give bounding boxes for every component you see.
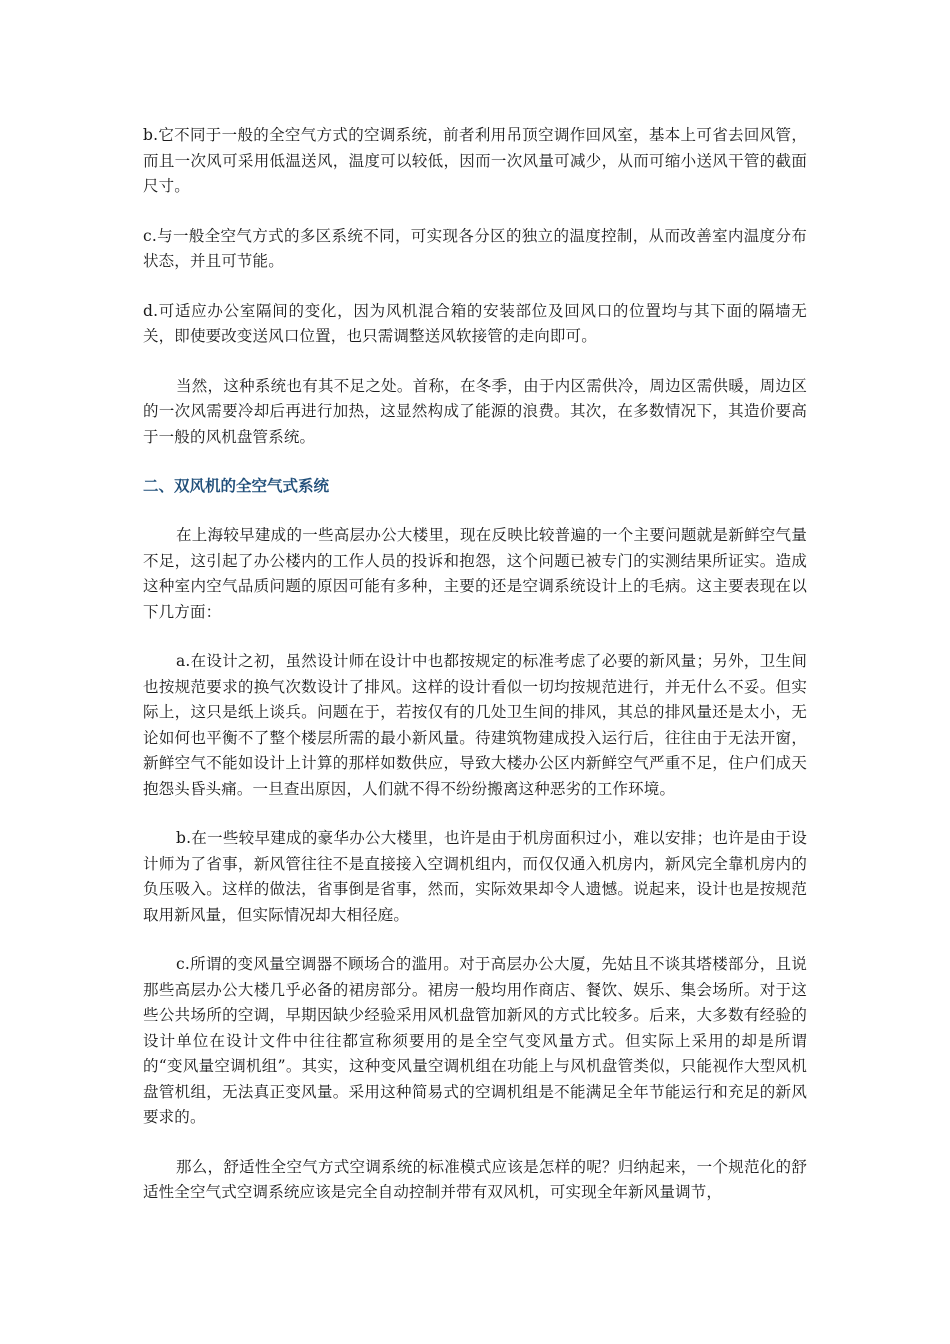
- paragraph-c-advantage: c.与一般全空气方式的多区系统不同，可实现各分区的独立的温度控制，从而改善室内温度分布状态，并且可节能。: [143, 226, 807, 270]
- document-page: [143, 123, 807, 1230]
- paragraph-b-problem: b.在一些较早建成的豪华办公大楼里，也许是由于机房面积过小，难以安排；也许是由于设计师为了省事，新风管往往不是直接接入空调机组内，而仅仅通入机房内，新风完全靠机房内的负压吸入。这样的做法，省事倒是省事，然而，实际效果却令人遗憾。说起来，设计也是按规范取用新风量，但实际情况却大相径庭。: [143, 829, 807, 924]
- paragraph-c-problem: c.所谓的变风量空调器不顾场合的滥用。对于高层办公大厦，先姑且不谈其塔楼部分，且说那些高层办公大楼几乎必备的裙房部分。裙房一般均用作商店、餐饮、娱乐、集会场所。对于这些公共场所的空调，早期因缺少经验采用风机盘管加新风的方式比较多。后来，大多数有经验的设计单位在设计文件中往往都宣称须要用的是全空气变风量方式。但实际上采用的却是所谓的“变风量空调机组”。其实，这种变风量空调机组在功能上与风机盘管类似，只能视作大型风机盘管机组，无法真正变风量。采用这种简易式的空调机组是不能满足全年节能运行和充足的新风要求的。: [143, 955, 807, 1126]
- paragraph-intro: 在上海较早建成的一些高层办公大楼里，现在反映比较普遍的一个主要问题就是新鲜空气量不足，这引起了办公楼内的工作人员的投诉和抱怨，这个问题已被专门的实测结果所证实。造成这种室内空气品质问题的原因可能有多种，主要的还是空调系统设计上的毛病。这主要表现在以下几方面：: [143, 526, 807, 621]
- paragraph-drawbacks: 当然，这种系统也有其不足之处。首称，在冬季，由于内区需供冷，周边区需供暖，周边区的一次风需要冷却后再进行加热，这显然构成了能源的浪费。其次，在多数情况下，其造价要高于一般的风机盘管系统。: [143, 376, 807, 446]
- paragraph-b-advantage: b.它不同于一般的全空气方式的空调系统，前者利用吊顶空调作回风室，基本上可省去回风管，而且一次风可采用低温送风，温度可以较低，因而一次风量可减少，从而可缩小送风干管的截面尺寸。: [143, 126, 807, 195]
- paragraph-a-problem: a.在设计之初，虽然设计师在设计中也都按规定的标准考虑了必要的新风量；另外，卫生间也按规范要求的换气次数设计了排风。这样的设计看似一切均按规范进行，并无什么不妥。但实际上，这只是纸上谈兵。问题在于，若按仅有的几处卫生间的排风，其总的排风量还是太小，无论如何也平衡不了整个楼层所需的最小新风量。待建筑物建成投入运行后，往往由于无法开窗，新鲜空气不能如设计上计算的那样如数供应，导致大楼办公区内新鲜空气严重不足，住户们成天抱怨头昏头痛。一旦查出原因，人们就不得不纷纷搬离这种恶劣的工作环境。: [143, 652, 807, 798]
- section-heading: 二、双风机的全空气式系统: [143, 477, 330, 495]
- paragraph-conclusion: 那么，舒适性全空气方式空调系统的标准模式应该是怎样的呢？归纳起来，一个规范化的舒适性全空气式空调系统应该是完全自动控制并带有双风机，可实现全年新风量调节，: [143, 1157, 807, 1201]
- paragraph-d-advantage: d.可适应办公室隔间的变化，因为风机混合箱的安装部位及回风口的位置均与其下面的隔墙无关，即使要改变送风口位置，也只需调整送风软接管的走向即可。: [143, 301, 807, 345]
